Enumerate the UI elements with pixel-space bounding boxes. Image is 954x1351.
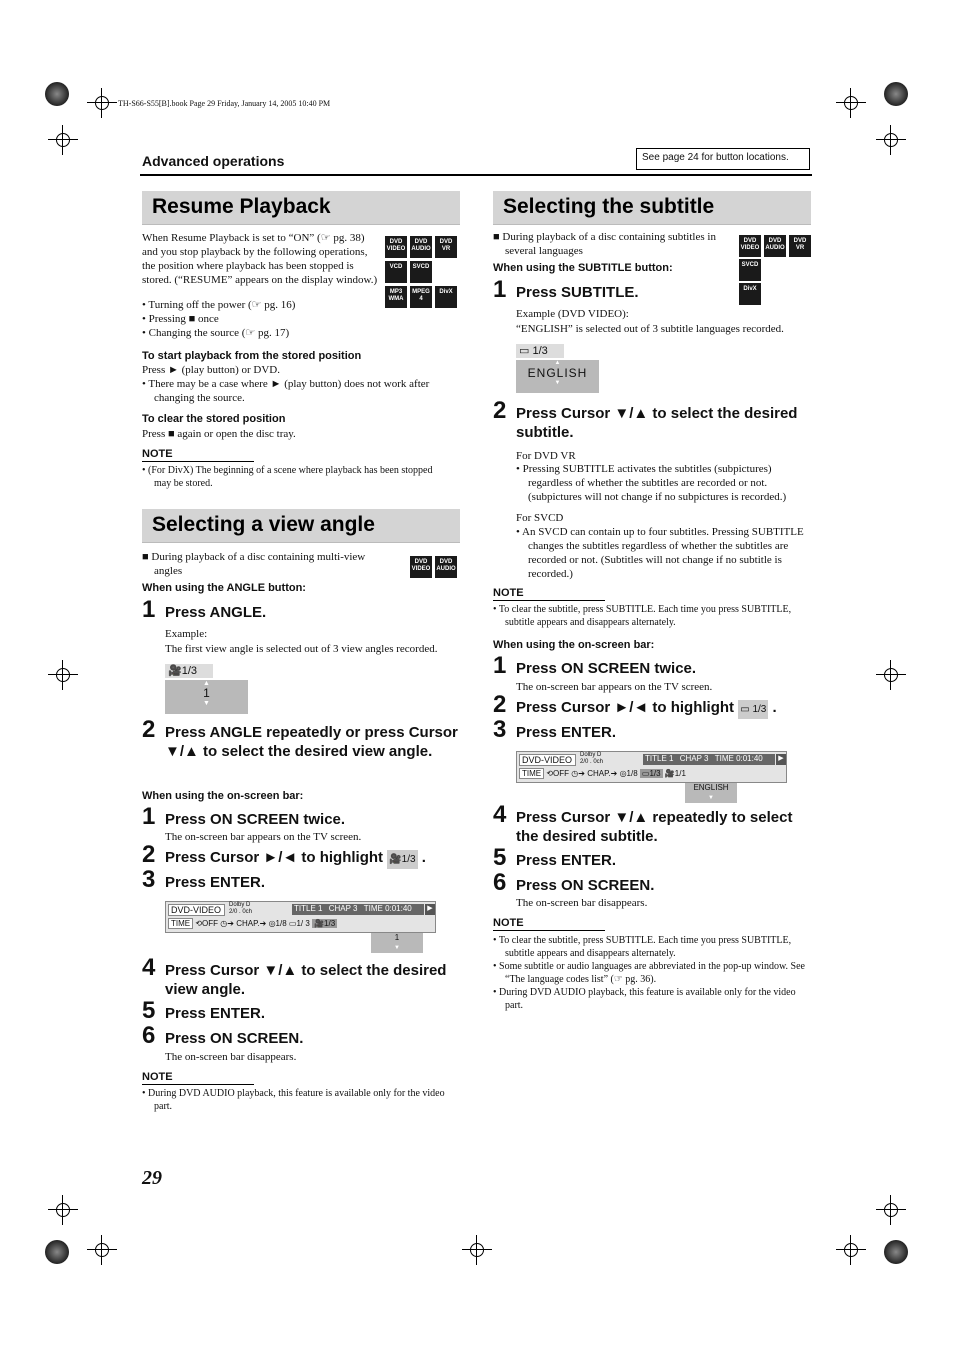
resume-note: • (For DivX) The beginning of a scene where playback has been stopped may be stored. — [142, 465, 433, 489]
angle-banner: Selecting a view angle — [142, 509, 460, 543]
time-value: 0:01:40 — [736, 754, 763, 763]
dvd-video-badge: DVD VIDEO — [385, 236, 407, 258]
step-text: Press Cursor ▼/▲ repeatedly to select the desired subtitle. — [516, 809, 793, 845]
crosshair-icon — [48, 125, 78, 155]
subtitle-notes2 — [493, 934, 811, 1012]
dolby-label: Dolby D — [229, 902, 251, 908]
step-text: Press Cursor ►/◄ to highlight 🎥1/3 . — [165, 848, 426, 869]
list-item: • Pressing ■ once — [142, 313, 219, 325]
resume-intro: When Resume Playback is set to “ON” (☞ pg. 38) and you stop playback by the following operations, the position where playback has been stopped is stored. (“RESUME” appears on the display window.) — [142, 232, 378, 286]
mode-label: DVD-VIDEO — [519, 754, 576, 766]
crosshair-icon — [87, 88, 117, 118]
svcd-badge: SVCD — [410, 261, 432, 283]
step-number: 4 — [493, 801, 507, 828]
divx-badge: DivX — [739, 283, 761, 305]
step-desc: The on-screen bar appears on the TV screen. — [165, 831, 362, 843]
crosshair-icon — [48, 660, 78, 690]
dvd-audio-badge: DVD AUDIO — [410, 236, 432, 258]
step-text: Press SUBTITLE. — [516, 284, 639, 301]
time-button[interactable]: TIME — [519, 768, 544, 779]
dvd-video-badge: DVD VIDEO — [739, 235, 761, 257]
see-page-note: See page 24 for button locations. — [636, 148, 810, 170]
step-text: Press ON SCREEN. — [165, 1030, 304, 1047]
crosshair-icon — [836, 1235, 866, 1265]
subtitle-banner: Selecting the subtitle — [493, 191, 811, 225]
subtitle-value: 1/ 3 — [296, 919, 310, 928]
step-number: 4 — [142, 954, 156, 981]
subtitle-icon: ▭ — [288, 919, 297, 928]
down-arrow-icon: ▼ — [708, 795, 714, 801]
step-text: Press ANGLE. — [165, 604, 267, 621]
print-header: TH-S66-S55[B].book Page 29 Friday, January 14, 2005 10:40 PM — [118, 99, 331, 108]
step-text: Press Cursor ►/◄ to highlight ▭ 1/3 . — [516, 698, 777, 719]
crosshair-icon — [48, 1195, 78, 1225]
dvd-audio-badge: DVD AUDIO — [435, 556, 457, 578]
angle-icon: 🎥 — [168, 665, 182, 677]
step-text: Press ENTER. — [516, 724, 617, 741]
angle-value: 1 — [203, 686, 210, 700]
vcd-badge: VCD — [385, 261, 407, 283]
divx-badge: DivX — [435, 286, 457, 308]
registration-mark-icon — [884, 82, 908, 106]
time-button[interactable]: TIME — [168, 918, 193, 929]
time-value: 0:01:40 — [385, 904, 412, 913]
step-desc: The on-screen bar appears on the TV screen. — [516, 681, 713, 693]
popup-value: 1 — [394, 933, 400, 942]
step-number: 2 — [493, 691, 507, 718]
dvd-audio-badge: DVD AUDIO — [764, 235, 786, 257]
step-desc: The on-screen bar disappears. — [516, 897, 648, 909]
step-number: 5 — [142, 997, 156, 1024]
repeat-off: OFF — [553, 769, 570, 778]
dvdvr-label: For DVD VR — [516, 450, 576, 462]
angle-button-heading: When using the ANGLE button: — [142, 582, 306, 594]
crosshair-icon — [87, 1235, 117, 1265]
subtitle-button-heading: When using the SUBTITLE button: — [493, 262, 673, 274]
step-number: 6 — [493, 869, 507, 896]
dvd-vr-badge: DVD VR — [435, 236, 457, 258]
registration-mark-icon — [884, 1240, 908, 1264]
up-arrow-icon: ▲ — [554, 360, 561, 366]
repeat-icon: ⟲ — [546, 769, 554, 778]
step-desc: The first view angle is selected out of 3 view angles recorded. — [165, 643, 438, 655]
step-number: 2 — [493, 397, 507, 424]
list-item: • Turning off the power (☞ pg. 16) — [142, 299, 296, 311]
angle-highlight-icon: 🎥1/3 — [387, 850, 417, 869]
svcd-bullet: • An SVCD can contain up to four subtitles. Pressing SUBTITLE changes the subtitles regardless of whether the subtitles are recorded or not. (Subtitles will not change if no subtitle is recorded.) — [516, 526, 804, 580]
down-arrow-icon: ▼ — [203, 700, 210, 707]
channel-label: 2/0 . 0ch — [229, 909, 253, 915]
registration-mark-icon — [45, 82, 69, 106]
subtitle-note2-label: NOTE — [493, 917, 605, 931]
step-text: Press ON SCREEN. — [516, 877, 655, 894]
step-text: Press ON SCREEN twice. — [165, 811, 346, 828]
resume-note-label: NOTE — [142, 448, 254, 462]
step-number: 5 — [493, 844, 507, 871]
angle-onscreen-bar: DVD-VIDEO Dolby D 2/0 . 0ch TITLE 1 CHAP 3 TIME 0:01:40 ▶ TIME ⟲OFF ◷➔ CHAP.➔ ◎1/8 ▭1/ 3 🎥1/3 — [165, 901, 436, 933]
clock-icon: ◷➔ — [220, 919, 234, 928]
subtitle-note1: • To clear the subtitle, press SUBTITLE. Each time you press SUBTITLE, subtitle appears and disappears alternately. — [493, 604, 792, 628]
chap-value: 3 — [704, 754, 709, 763]
step-text: Press Cursor ▼/▲ to select the desired view angle. — [165, 962, 447, 998]
title-label: TITLE — [645, 754, 667, 763]
header-rule — [140, 174, 812, 176]
list-item: • To clear the subtitle, press SUBTITLE. Each time you press SUBTITLE, subtitle appears and disappears alternately. — [493, 935, 792, 959]
step-text: Press ON SCREEN twice. — [516, 660, 697, 677]
crosshair-icon — [836, 88, 866, 118]
step-text: Press ENTER. — [165, 1005, 266, 1022]
chap-label: CHAP — [328, 904, 351, 913]
angle-bar-popup — [371, 933, 423, 953]
step-number: 1 — [142, 596, 156, 623]
step-number: 3 — [142, 866, 156, 893]
chap-search[interactable]: CHAP. — [587, 769, 611, 778]
svcd-badge: SVCD — [739, 259, 761, 281]
start-bullet: • There may be a case where ► (play button) does not work after changing the source. — [142, 378, 430, 404]
chap-search[interactable]: CHAP. — [236, 919, 260, 928]
clear-heading: To clear the stored position — [142, 413, 286, 425]
angle-intro: ■ During playback of a disc containing multi-view angles — [142, 551, 366, 577]
page-number: 29 — [142, 1167, 162, 1189]
step-number: 1 — [493, 276, 507, 303]
angle-value: 1/1 — [674, 769, 686, 778]
subtitle-bar-heading: When using the on-screen bar: — [493, 639, 655, 651]
mode-label: DVD-VIDEO — [168, 904, 225, 916]
dvd-video-badge: DVD VIDEO — [410, 556, 432, 578]
crosshair-icon — [462, 1235, 492, 1265]
chap-label: CHAP — [679, 754, 702, 763]
list-item: • Changing the source (☞ pg. 17) — [142, 327, 290, 339]
step-number: 1 — [142, 803, 156, 830]
resume-banner: Resume Playback — [142, 191, 460, 225]
step-text: Press Cursor ▼/▲ to select the desired subtitle. — [516, 405, 798, 441]
angle-note-label: NOTE — [142, 1071, 254, 1085]
start-heading: To start playback from the stored position — [142, 350, 362, 362]
angle-osd-popup: 🎥1/3 ▲ 1 ▼ — [165, 664, 248, 714]
list-item: • During DVD AUDIO playback, this feature is available only for the video part. — [493, 987, 796, 1011]
play-arrow-icon: ▶ — [776, 754, 786, 765]
dvd-vr-badge: DVD VR — [789, 235, 811, 257]
time-label: TIME — [363, 904, 383, 913]
step-desc: The on-screen bar disappears. — [165, 1051, 297, 1063]
audio-icon: ◎ — [619, 769, 627, 778]
step-example: Example: — [165, 628, 208, 640]
subtitle-intro: ■ During playback of a disc containing subtitles in several languages — [493, 231, 716, 257]
list-item: • Some subtitle or audio languages are abbreviated in the pop-up window. See “The language codes list” (☞ pg. 36). — [493, 961, 805, 985]
subtitle-note1-label: NOTE — [493, 587, 605, 601]
step-number: 3 — [493, 716, 507, 743]
clear-text: Press ■ again or open the disc tray. — [142, 428, 296, 440]
resume-bullets — [142, 298, 442, 340]
up-arrow-icon: ▲ — [203, 680, 210, 687]
time-label: TIME — [714, 754, 734, 763]
subtitle-value: ENGLISH — [527, 366, 588, 380]
play-arrow-icon: ▶ — [425, 904, 435, 915]
audio-value: 1/8 — [626, 769, 638, 778]
chap-value: 3 — [353, 904, 358, 913]
start-text: Press ► (play button) or DVD. — [142, 364, 280, 376]
crosshair-icon — [876, 1195, 906, 1225]
subtitle-bar-popup — [685, 783, 737, 803]
angle-icon: 🎥 — [664, 769, 675, 778]
step-number: 6 — [142, 1022, 156, 1049]
angle-item[interactable]: 🎥1/3 — [314, 919, 336, 928]
step-text: Press ENTER. — [165, 874, 266, 891]
clock-icon: ◷➔ — [571, 769, 585, 778]
title-value: 1 — [669, 754, 674, 763]
step-desc: “ENGLISH” is selected out of 3 subtitle languages recorded. — [516, 323, 784, 335]
subtitle-onscreen-bar: DVD-VIDEO Dolby D 2/0 . 0ch TITLE 1 CHAP 3 TIME 0:01:40 ▶ TIME ⟲OFF ◷➔ CHAP.➔ ◎1/8 ▭1/3 🎥1/1 — [516, 751, 787, 783]
repeat-icon: ⟲ — [195, 919, 203, 928]
registration-mark-icon — [45, 1240, 69, 1264]
subtitle-osd-popup: ▭ 1/3 ▲ ENGLISH ▼ — [516, 344, 599, 394]
title-label: TITLE — [294, 904, 316, 913]
popup-value: ENGLISH — [693, 783, 729, 792]
section-title: Advanced operations — [142, 153, 285, 169]
step-text: Press ENTER. — [516, 852, 617, 869]
audio-value: 1/8 — [275, 919, 287, 928]
subtitle-icon: ▭ — [519, 345, 533, 357]
angle-note: • During DVD AUDIO playback, this feature is available only for the video part. — [142, 1088, 445, 1112]
step-number: 2 — [142, 841, 156, 868]
step-number: 2 — [142, 716, 156, 743]
crosshair-icon — [876, 125, 906, 155]
down-arrow-icon: ▼ — [554, 380, 561, 386]
down-arrow-icon: ▼ — [394, 945, 400, 951]
audio-icon: ◎ — [268, 919, 276, 928]
dolby-label: Dolby D — [580, 752, 602, 758]
step-example: Example (DVD VIDEO): — [516, 308, 629, 320]
angle-bar-heading: When using the on-screen bar: — [142, 790, 304, 802]
mpeg4-badge: MPEG 4 — [410, 286, 432, 308]
subtitle-item[interactable]: ▭1/3 — [641, 769, 661, 778]
mp3-wma-badge: MP3 WMA — [385, 286, 407, 308]
title-value: 1 — [318, 904, 323, 913]
svcd-label: For SVCD — [516, 512, 564, 524]
dvdvr-bullet: • Pressing SUBTITLE activates the subtitles (subpictures) regardless of whether the subtitles are recorded or not. (subpictures will not change if no subpictures is recorded.) — [516, 463, 787, 503]
step-text: Press ANGLE repeatedly or press Cursor ▼/▲ to select the desired view angle. — [165, 724, 458, 760]
subtitle-highlight-icon: ▭ 1/3 — [738, 700, 768, 719]
repeat-off: OFF — [202, 919, 219, 928]
channel-label: 2/0 . 0ch — [580, 759, 604, 765]
step-number: 1 — [493, 652, 507, 679]
crosshair-icon — [876, 660, 906, 690]
